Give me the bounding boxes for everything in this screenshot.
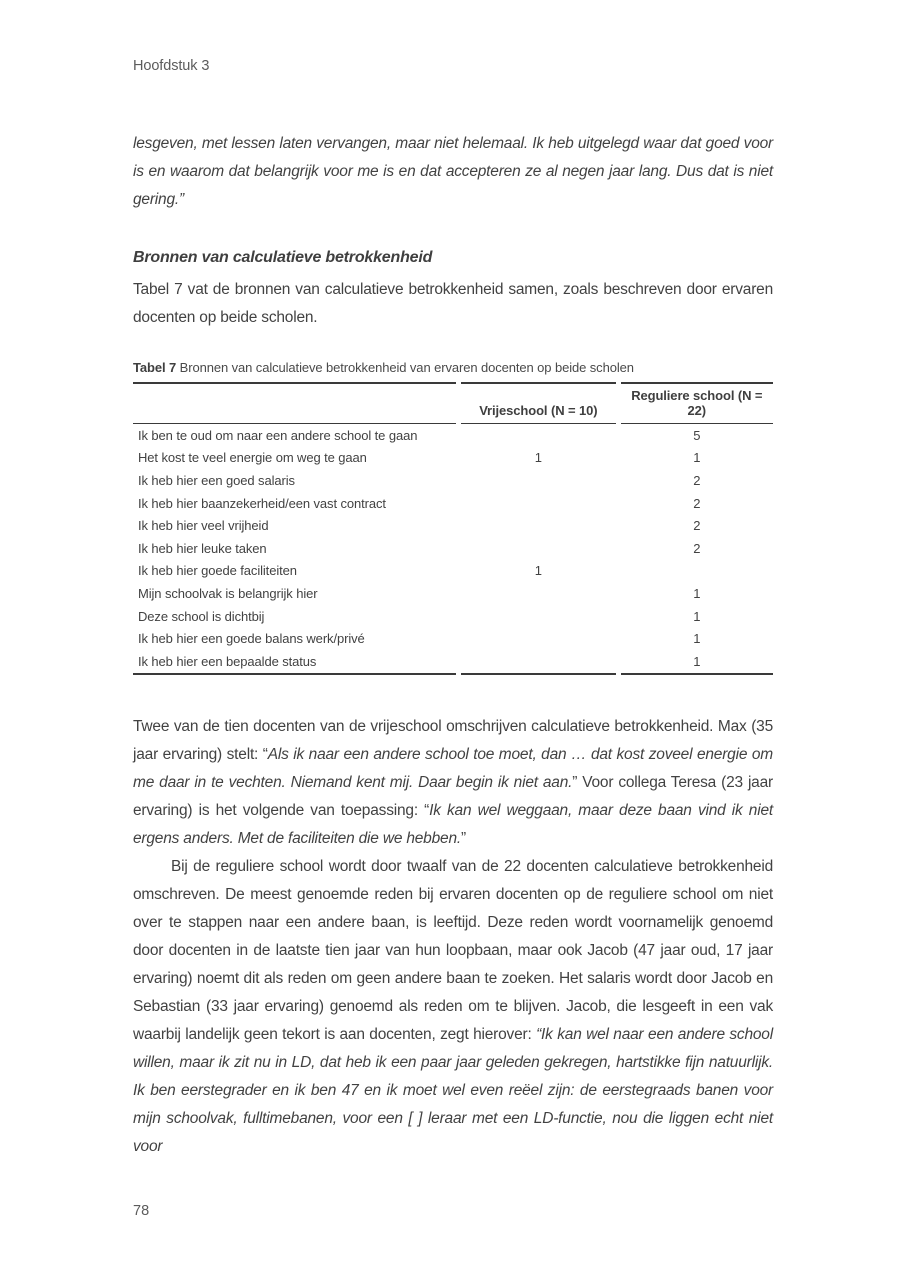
table-header — [133, 382, 773, 424]
text-run-quote: Als ik naar een andere school toe moet, dan … dat kost zoveel energie om me daar in te vechten. Niemand kent mij. Daar begin ik niet aan. — [133, 745, 773, 791]
table-row — [133, 492, 773, 515]
row-label: Het kost te veel energie om weg te gaan — [138, 450, 367, 466]
table-body — [133, 424, 773, 675]
text-run: ” Voor collega Teresa (23 jaar ervaring) is het volgende van toepassing: “ — [133, 773, 773, 819]
table-row — [133, 424, 773, 447]
row-label: Deze school is dichtbij — [138, 608, 265, 624]
paragraph-quote-continuation: lesgeven, met lessen laten vervangen, maar niet helemaal. Ik heb uitgelegd waar dat goed voor is en waarom dat belangrijk voor me is en dat accepteren ze al negen jaar lang. Dus dat is niet gering.” — [133, 135, 773, 208]
row-label: Ik heb hier goede faciliteiten — [138, 563, 297, 579]
cell-vrijeschool — [461, 514, 615, 537]
section-heading: Bronnen van calculatieve betrokkenheid — [133, 249, 433, 266]
cell-vrijeschool — [461, 469, 615, 492]
cell-reguliere: 1 — [693, 450, 701, 466]
table-row — [133, 582, 773, 605]
text-run-quote: “Ik kan wel naar een andere school willen, maar ik zit nu in LD, dat heb ik een paar jaar geleden gekregen, hartstikke fijn natuurlijk. Ik ben eerstegrader en ik ben 47 en ik moet wel even reëel zijn: de eerstegraads banen voor mijn schoolvak, fulltimebanen, voor een [ ] leraar met een LD-functie, nou die liggen echt niet voor — [133, 1025, 773, 1155]
cell-vrijeschool — [461, 537, 615, 560]
table-row — [133, 537, 773, 560]
table-7 — [128, 382, 778, 675]
table-row — [133, 650, 773, 675]
cell-reguliere — [621, 560, 773, 583]
row-label: Mijn schoolvak is belangrijk hier — [138, 585, 318, 601]
row-label: Ik heb hier een goed salaris — [138, 472, 295, 488]
text-run-quote: Ik kan wel weggaan, maar deze baan vind ik niet ergens anders. Met de faciliteiten die we hebben. — [133, 801, 773, 847]
cell-vrijeschool: 1 — [534, 450, 542, 466]
table-caption — [133, 360, 773, 375]
cell-vrijeschool — [461, 492, 615, 515]
cell-reguliere: 1 — [621, 650, 773, 675]
table-row — [133, 514, 773, 537]
paragraph-intro: Tabel 7 vat de bronnen van calculatieve betrokkenheid samen, zoals beschreven door ervaren docenten op beide scholen. — [133, 281, 773, 326]
cell-reguliere: 1 — [693, 608, 701, 624]
table-header-row — [133, 382, 773, 424]
cell-vrijeschool — [461, 650, 615, 675]
row-label: Ik heb hier een bepaalde status — [133, 650, 456, 675]
cell-reguliere: 1 — [693, 631, 701, 647]
table-header-cell-reguliere: Reguliere school (N = 22) — [621, 382, 773, 424]
running-header: Hoofdstuk 3 — [133, 58, 210, 74]
cell-vrijeschool: 1 — [534, 563, 542, 579]
paragraph-vrijeschool — [133, 713, 773, 853]
table-row — [133, 447, 773, 470]
row-label: Ik heb hier veel vrijheid — [138, 518, 269, 534]
text-run: Bij de reguliere school wordt door twaalf van de 22 docenten calculatieve betrokkenheid omschreven. De meest genoemde reden bij ervaren docenten op de reguliere school om niet over te stappen naar een andere baan, is leeftijd. Deze reden wordt voornamelijk genoemd door docenten in de laatste tien jaar van hun loopbaan, maar ook Jacob (47 jaar oud, 17 jaar ervaring) noemt dit als reden om geen andere baan te zoeken. Het salaris wordt door Jacob en Sebastian (33 jaar ervaring) genoemd als reden om te blijven. Jacob, die lesgeeft in een vak waarbij landelijk geen tekort is aan docenten, zegt hierover: — [133, 857, 773, 1043]
table-caption-text: Bronnen van calculatieve betrokkenheid van ervaren docenten op beide scholen — [179, 360, 634, 375]
text-column — [133, 0, 773, 1161]
cell-reguliere: 2 — [693, 540, 701, 556]
table-row — [133, 627, 773, 650]
cell-reguliere: 1 — [693, 585, 701, 601]
row-label: Ik ben te oud om naar een andere school te gaan — [138, 427, 418, 443]
text-run: Twee van de tien docenten van de vrijeschool omschrijven calculatieve betrokkenheid. Max (35 jaar ervaring) stelt: “ — [133, 717, 773, 763]
row-label: Ik heb hier een goede balans werk/privé — [138, 631, 365, 647]
paragraph-reguliere — [133, 853, 773, 1161]
cell-reguliere: 5 — [693, 427, 701, 443]
table-header-cell-vrijeschool: Vrijeschool (N = 10) — [461, 382, 615, 424]
cell-vrijeschool — [461, 605, 615, 628]
cell-vrijeschool — [461, 582, 615, 605]
row-label: Ik heb hier leuke taken — [138, 540, 267, 556]
page-number: 78 — [133, 1203, 150, 1219]
table-row — [133, 605, 773, 628]
cell-vrijeschool — [461, 424, 615, 447]
table-row — [133, 560, 773, 583]
cell-vrijeschool — [461, 627, 615, 650]
cell-reguliere: 2 — [693, 495, 701, 511]
table-caption-label: Tabel 7 — [133, 360, 177, 375]
text-run: ” — [460, 829, 466, 847]
cell-reguliere: 2 — [693, 518, 701, 534]
table-header-cell-empty — [133, 382, 456, 424]
table-row — [133, 469, 773, 492]
row-label: Ik heb hier baanzekerheid/een vast contract — [138, 495, 386, 511]
cell-reguliere: 2 — [693, 472, 701, 488]
